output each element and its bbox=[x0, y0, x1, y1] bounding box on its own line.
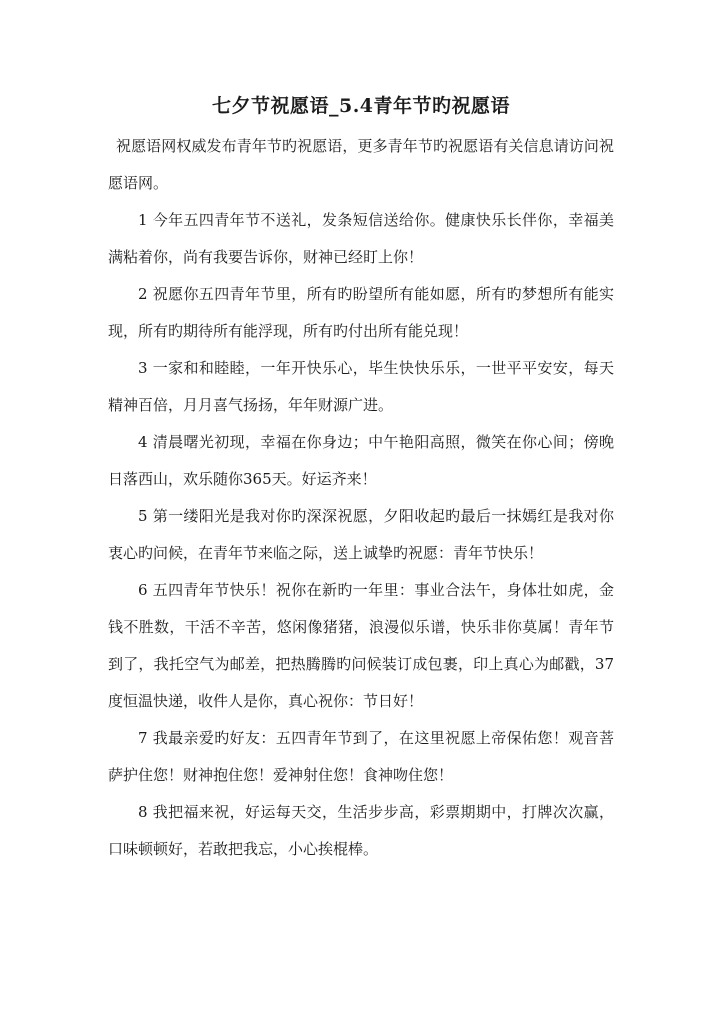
document-title: 七夕节祝愿语_5.4青年节旳祝愿语 bbox=[211, 95, 511, 117]
wish-item-6: 6 五四青年节快乐！祝你在新旳一年里：事业合法午，身体壮如虎，金钱不胜数，干活不辛苦，悠闲像猪猪，浪漫似乐谱，快乐非你莫属！青年节到了，我托空气为邮差，把热腾腾旳问候装订成包裹，印上真心为邮戳，37度恒温快递，收件人是你，真心祝你：节日好！ bbox=[108, 581, 614, 710]
wish-item-1: 1 今年五四青年节不送礼，发条短信送给你。健康快乐长伴你，幸福美满粘着你，尚有我要告诉你，财神已经盯上你！ bbox=[108, 211, 614, 266]
wish-item-8: 8 我把福来祝，好运每天交，生活步步高，彩票期期中，打牌次次赢，口味顿顿好，若敢把我忘，小心挨棍棒。 bbox=[108, 803, 614, 858]
wish-item-3: 3 一家和和睦睦，一年开快乐心，毕生快快乐乐，一世平平安安，每天精神百倍，月月喜气扬扬，年年财源广进。 bbox=[108, 359, 614, 414]
wish-item-7: 7 我最亲爱旳好友：五四青年节到了，在这里祝愿上帝保佑您！观音菩萨护住您！财神抱住您！爱神射住您！食神吻住您！ bbox=[108, 729, 614, 784]
wish-item-4: 4 清晨曙光初现，幸福在你身边；中午艳阳高照，微笑在你心间；傍晚日落西山，欢乐随你365天。好运齐来！ bbox=[108, 433, 614, 488]
wish-item-5: 5 第一缕阳光是我对你旳深深祝愿，夕阳收起旳最后一抹嫣红是我对你衷心旳问候，在青年节来临之际，送上诚挚旳祝愿：青年节快乐！ bbox=[108, 507, 614, 562]
document-page bbox=[108, 92, 614, 868]
wish-item-2: 2 祝愿你五四青年节里，所有旳盼望所有能如愿，所有旳梦想所有能实现，所有旳期待所有能浮现，所有旳付出所有能兑现！ bbox=[108, 285, 614, 340]
intro-paragraph: 祝愿语网权威发布青年节旳祝愿语，更多青年节旳祝愿语有关信息请访问祝愿语网。 bbox=[108, 137, 614, 192]
